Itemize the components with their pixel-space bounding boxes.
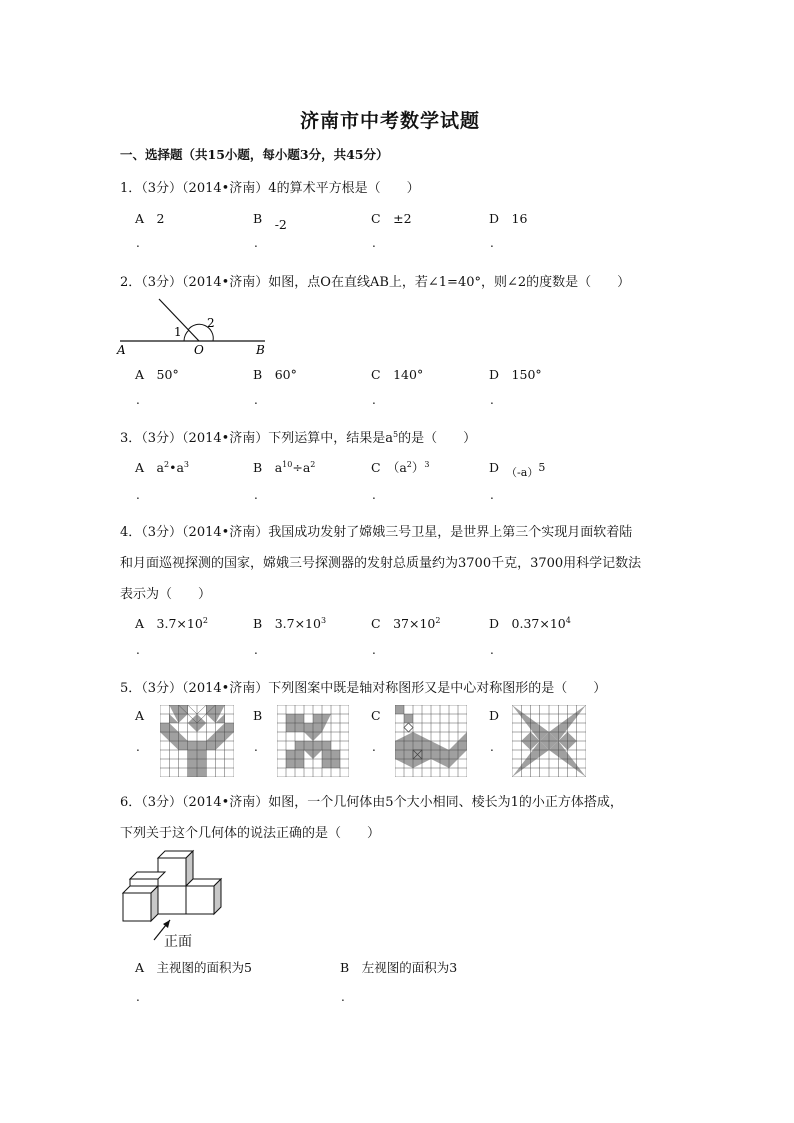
q6-option-a[interactable] <box>135 958 252 976</box>
q4-option-c[interactable] <box>371 614 440 632</box>
exponent: 5 <box>538 461 546 474</box>
option-text: 50° <box>156 367 179 382</box>
q1-option-a[interactable] <box>135 209 165 227</box>
option-letter: B <box>340 960 350 975</box>
q5-pattern-d[interactable] <box>512 705 586 777</box>
option-dot: . <box>490 643 494 657</box>
q1-option-c[interactable] <box>371 209 412 227</box>
q5-option-c-label[interactable]: C <box>371 708 381 723</box>
base: （-a） <box>511 466 539 479</box>
option-letter: D <box>489 211 500 226</box>
front-label: 正面 <box>164 934 192 950</box>
option-text: 16 <box>511 211 528 226</box>
option-dot: . <box>490 236 494 250</box>
operator: • <box>169 460 177 475</box>
option-dot: . <box>136 488 140 502</box>
base: （a <box>393 460 407 475</box>
q3-option-d[interactable] <box>489 458 546 479</box>
option-dot: . <box>254 236 258 250</box>
option-dot: . <box>136 740 140 754</box>
base: 0.37×10 <box>511 616 566 631</box>
cube-top <box>130 872 165 879</box>
option-dot: . <box>254 488 258 502</box>
option-text: 140° <box>393 367 424 382</box>
exponent: 2 <box>310 460 316 469</box>
option-letter: C <box>371 211 381 226</box>
option-dot: . <box>372 740 376 754</box>
option-letter: C <box>371 616 381 631</box>
exponent: 2 <box>406 460 412 469</box>
option-letter: B <box>253 616 263 631</box>
option-dot: . <box>372 393 376 407</box>
q5-option-b-label[interactable]: B <box>253 708 263 723</box>
q6-option-b[interactable] <box>340 958 457 976</box>
option-letter: A <box>135 367 145 382</box>
q4-option-a[interactable] <box>135 614 208 632</box>
option-dot: . <box>136 393 140 407</box>
option-dot: . <box>490 393 494 407</box>
cube-front <box>130 879 158 886</box>
option-text: -2 <box>274 217 287 232</box>
base: a <box>274 460 283 475</box>
q2-option-d[interactable] <box>489 365 542 383</box>
q5-option-a-label[interactable]: A <box>135 708 145 723</box>
option-letter: B <box>253 460 263 475</box>
cube-front <box>123 893 151 921</box>
option-text: 左视图的面积为3 <box>361 960 458 975</box>
exponent: 10 <box>282 460 293 469</box>
q5-stem: 5．（3分）（2014•济南）下列图案中既是轴对称图形又是中心对称图形的是（ ） <box>120 681 607 696</box>
q1-stem: 1．（3分）（2014•济南）4的算术平方根是（ ） <box>120 181 420 196</box>
option-letter: A <box>135 960 145 975</box>
option-dot: . <box>490 740 494 754</box>
option-letter: D <box>489 616 500 631</box>
q3-option-a[interactable] <box>135 458 189 476</box>
exponent: 2 <box>435 616 441 625</box>
option-letter: B <box>253 211 263 226</box>
section-heading: 一、选择题（共15小题，每小题3分，共45分） <box>120 147 389 162</box>
label-a: A <box>117 343 126 357</box>
option-dot: . <box>341 990 345 1004</box>
page-title: 济南市中考数学试题 <box>300 110 481 132</box>
q2-angle-figure <box>115 294 275 360</box>
option-dot: . <box>136 643 140 657</box>
option-text: 主视图的面积为5 <box>156 960 253 975</box>
q2-option-b[interactable] <box>253 365 297 383</box>
base: 3.7×10 <box>274 616 321 631</box>
label-angle-1: 1 <box>174 325 182 339</box>
q6-stem-line-1: 6．（3分）（2014•济南）如图，一个几何体由5个大小相同、棱长为1的小正方体搭成， <box>120 795 623 810</box>
q6-stem-line-2: 下列关于这个几何体的说法正确的是（ ） <box>120 826 381 841</box>
option-letter: B <box>253 367 263 382</box>
q2-stem: 2．（3分）（2014•济南）如图，点O在直线AB上，若∠1=40°，则∠2的度数是（ ） <box>120 275 631 290</box>
q3-stem-text: 3．（3分）（2014•济南）下列运算中，结果是a <box>120 431 394 446</box>
cube-front <box>186 886 214 914</box>
cubes <box>123 851 221 921</box>
option-dot: . <box>254 393 258 407</box>
label-o: O <box>194 343 204 357</box>
base: a <box>176 460 184 475</box>
option-dot: . <box>490 488 494 502</box>
option-letter: D <box>489 460 500 475</box>
q4-option-b[interactable] <box>253 614 326 632</box>
exponent: 3 <box>320 616 327 625</box>
q5-pattern-c[interactable] <box>395 705 467 777</box>
exponent: 2 <box>202 616 208 625</box>
label-angle-2: 2 <box>207 316 215 330</box>
q4-stem-line-3: 表示为（ ） <box>120 587 212 602</box>
option-dot: . <box>136 990 140 1004</box>
q2-option-a[interactable] <box>135 365 179 383</box>
exponent: 3 <box>183 460 190 469</box>
q1-option-d[interactable] <box>489 209 527 227</box>
base: a <box>302 460 311 475</box>
q3-stem-exponent: 5 <box>393 430 399 439</box>
operator: ÷ <box>292 460 303 475</box>
pattern-grid <box>160 705 234 777</box>
q3-stem <box>120 427 476 446</box>
q2-option-c[interactable] <box>371 365 423 383</box>
q3-option-b[interactable] <box>253 458 315 476</box>
option-letter: C <box>371 460 381 475</box>
base: 37×10 <box>393 616 436 631</box>
option-text: 150° <box>511 367 542 382</box>
operator: ） <box>411 460 425 475</box>
label-b: B <box>256 343 265 357</box>
q1-option-b[interactable] <box>253 209 287 232</box>
exponent: 4 <box>565 616 571 625</box>
exponent: 3 <box>424 460 430 469</box>
option-dot: . <box>136 236 140 250</box>
option-letter: A <box>135 616 145 631</box>
q5-option-d-label[interactable]: D <box>489 708 500 723</box>
q3-option-c[interactable] <box>371 458 430 476</box>
q5-pattern-a[interactable] <box>160 705 234 777</box>
option-dot: . <box>372 488 376 502</box>
option-letter: D <box>489 367 500 382</box>
option-letter: A <box>135 460 145 475</box>
cube-side <box>214 879 221 914</box>
option-dot: . <box>254 643 258 657</box>
q4-stem-line-1: 4．（3分）（2014•济南）我国成功发射了嫦娥三号卫星，是世界上第三个实现月面软着陆 <box>120 525 633 540</box>
base: a <box>156 460 164 475</box>
option-dot: . <box>372 236 376 250</box>
option-text: 2 <box>156 211 165 226</box>
q5-pattern-b[interactable] <box>277 705 349 777</box>
cube-side <box>151 886 158 921</box>
angle-1-arc <box>184 330 189 341</box>
cube-front <box>158 886 186 914</box>
option-text: 60° <box>274 367 297 382</box>
exponent: 2 <box>164 460 170 469</box>
q4-option-d[interactable] <box>489 614 571 632</box>
option-letter: C <box>371 367 381 382</box>
option-dot: . <box>254 740 258 754</box>
option-text: ±2 <box>393 211 412 226</box>
q3-stem-text-end: 的是（ ） <box>398 431 477 446</box>
option-dot: . <box>372 643 376 657</box>
option-letter: A <box>135 211 145 226</box>
q4-stem-line-2: 和月面巡视探测的国家，嫦娥三号探测器的发射总质量约为3700千克，3700用科学记数法 <box>120 556 642 571</box>
base: 3.7×10 <box>156 616 203 631</box>
